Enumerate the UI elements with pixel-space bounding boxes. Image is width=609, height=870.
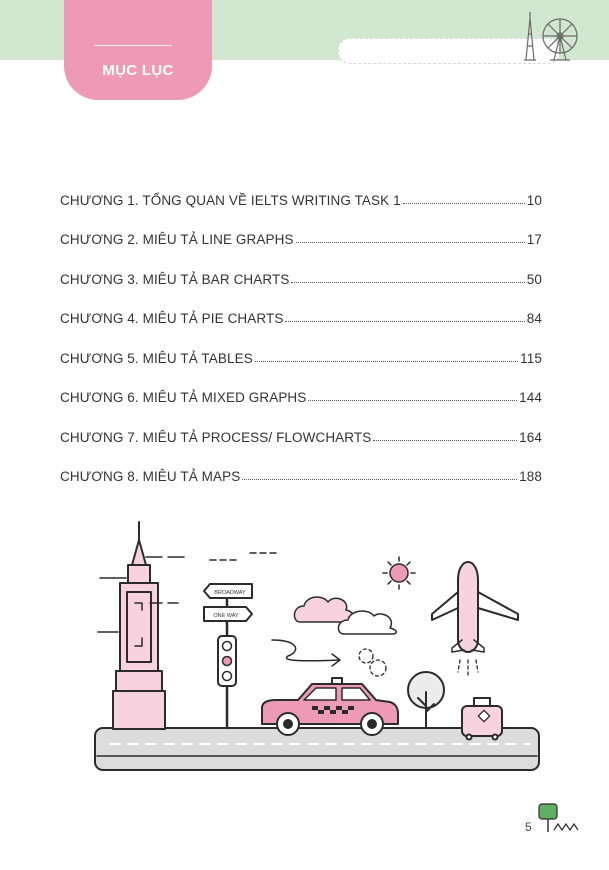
toc-entry-title: CHƯƠNG 3. MIÊU TẢ BAR CHARTS <box>60 271 290 287</box>
toc-entry-title: CHƯƠNG 1. TỔNG QUAN VỀ IELTS WRITING TASK 1 <box>60 192 401 208</box>
toc-entry-page: 164 <box>519 429 542 445</box>
toc-entry-page: 50 <box>526 271 542 287</box>
toc-entry-title: CHƯƠNG 8. MIÊU TẢ MAPS <box>60 469 241 484</box>
one-way-sign-label: ONE WAY <box>213 613 239 619</box>
toc-entry-title: CHƯƠNG 7. MIÊU TẢ PROCESS/ FLOWCHARTS <box>60 429 372 445</box>
toc-entry-page: 10 <box>526 192 542 208</box>
toc-entry-page: 188 <box>519 469 542 484</box>
toc-entry-title: CHƯƠNG 2. MIÊU TẢ LINE GRAPHS <box>60 232 294 247</box>
toc-entry-page: 144 <box>519 390 542 405</box>
page-number: 5 <box>525 820 532 834</box>
toc-entry-title: CHƯƠNG 5. MIÊU TẢ TABLES <box>60 350 253 366</box>
skyscraper-icon <box>98 522 184 729</box>
taxi-icon <box>262 678 398 735</box>
toc-entry-title: CHƯƠNG 6. MIÊU TẢ MIXED GRAPHS <box>60 390 307 405</box>
toc-entry-page: 115 <box>520 350 542 366</box>
broadway-sign-label: BROADWAY <box>214 590 246 596</box>
suitcase-icon <box>462 698 502 740</box>
swirl-decoration <box>359 649 386 676</box>
airplane-icon <box>432 562 518 676</box>
toc-entry-title: CHƯƠNG 4. MIÊU TẢ PIE CHARTS <box>60 311 284 326</box>
tree-icon <box>408 672 444 728</box>
toc-entry-page: 84 <box>526 311 542 326</box>
direction-arrow <box>272 640 340 666</box>
cloud-icon <box>294 597 396 634</box>
toc-entry-page: 17 <box>526 232 542 247</box>
page-title: MỤC LỤC <box>102 62 174 79</box>
sun-icon <box>383 557 415 589</box>
corner-tree-icon <box>536 802 584 834</box>
